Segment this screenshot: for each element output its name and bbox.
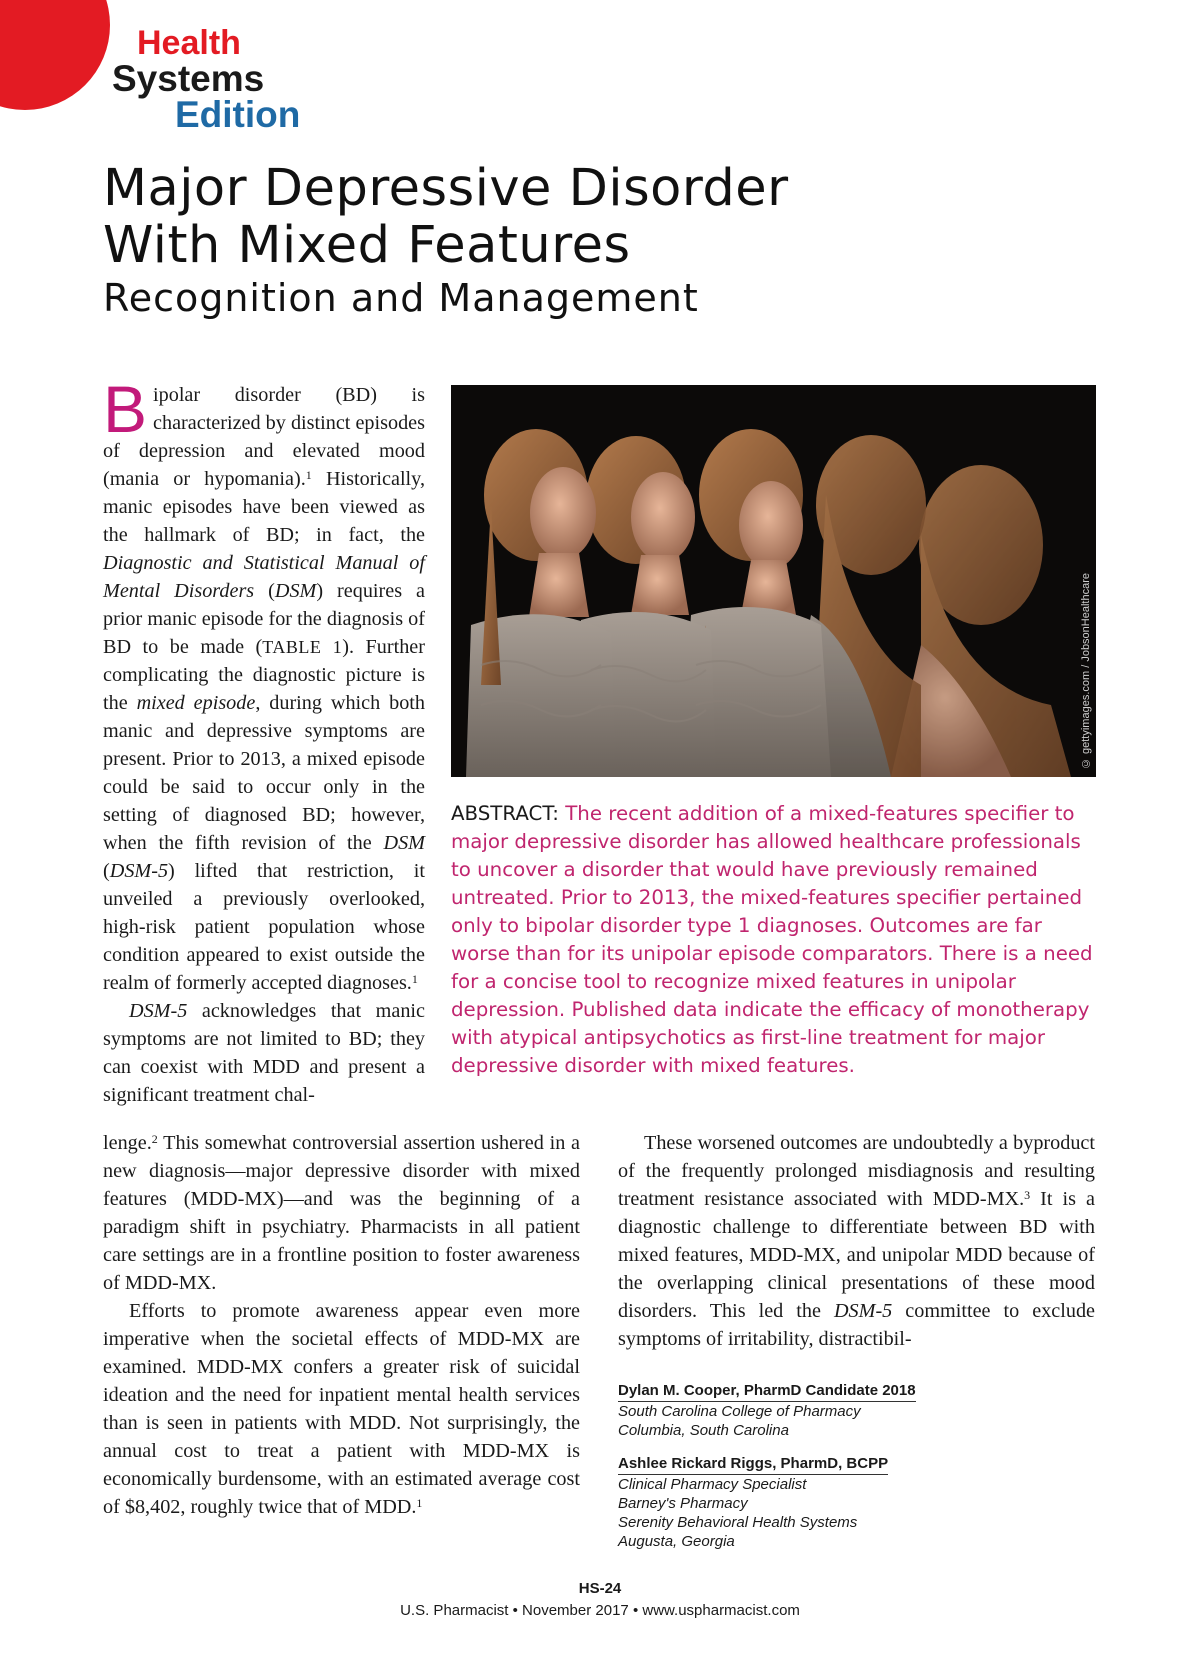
page-number: HS-24: [578, 1580, 622, 1597]
abstract-label: ABSTRACT:: [451, 802, 559, 825]
text: , during which both manic and depressive symptoms are present. Prior to 2013, a mixed episode could be said to occur only in the setting of diagnosed BD; however, when the fifth revision of the: [103, 692, 425, 854]
author-affiliation: Barney's Pharmacy: [618, 1495, 748, 1512]
text-italic: DSM-5: [833, 1300, 893, 1322]
text: ). Further complicating the diagnostic picture is the: [103, 636, 425, 714]
body-column-left-top: [103, 372, 425, 1109]
body-column-right: [618, 1129, 1095, 1353]
author-block: [618, 1381, 916, 1551]
edition-systems: Systems: [112, 58, 265, 99]
paragraph-2-start: [103, 997, 425, 1109]
author-2: [618, 1454, 916, 1551]
text: committee to exclude symptoms of irritability, distractibil-: [618, 1300, 1095, 1350]
paragraph-4: [618, 1129, 1095, 1353]
paragraph-3: [103, 1297, 580, 1521]
author-affiliation: Serenity Behavioral Health Systems: [618, 1514, 858, 1531]
text: (: [103, 860, 110, 882]
author-1: [618, 1381, 916, 1440]
photo-credit: © gettyimages.com / JobsonHealthcare: [1080, 572, 1092, 769]
text-italic: DSM: [383, 832, 425, 854]
text: Efforts to promote awareness appear even more imperative when the societal effects of MDD-MX are examined. MDD-MX confers a greater risk of suicidal ideation and the need for inpatient mental health services than is seen in patients with MDD. Not surprisingly, the annual cost to treat a patient with MDD-MX is economically burdensome, with an estimated average cost of $8,402, roughly twice that of MDD.: [103, 1300, 580, 1518]
body-column-left-bottom: [103, 1129, 580, 1521]
text: These worsened outcomes are undoubtedly a byproduct of the frequently prolonged misdiagnosis and resulting treatment resistance associated with MDD-MX.: [618, 1132, 1095, 1210]
text: This somewhat controversial assertion ushered in a new diagnosis—major depressive disorder with mixed features (MDD-MX)—and was the beginning of a paradigm shift in psychiatry. Pharmacists in all patient care settings are in a frontline position to foster awareness of MDD-MX.: [103, 1132, 580, 1294]
table-reference: TABLE 1: [262, 637, 343, 657]
author-affiliation: Clinical Pharmacy Specialist: [618, 1476, 807, 1493]
edition-red-circle: [0, 0, 110, 110]
author-affiliation: Columbia, South Carolina: [618, 1422, 789, 1439]
text-italic: mixed episode: [136, 692, 256, 714]
citation: 1: [305, 468, 312, 482]
text-italic: DSM-5: [109, 860, 169, 882]
drop-cap: B: [103, 372, 148, 446]
text: It is a diagnostic challenge to differentiate between BD with mixed features, MDD-MX, and unipolar MDD because of the overlapping clinical presentations of these mood disorders. This led the: [618, 1188, 1095, 1322]
text-italic: DSM: [274, 580, 317, 602]
text-italic: Diagnostic and Statistical Manual of Mental Disorders: [103, 552, 425, 602]
article-photo: [451, 385, 1096, 777]
paragraph-1: [103, 372, 425, 997]
paragraph-2-end: [103, 1129, 580, 1297]
author-name: Ashlee Rickard Riggs, PharmD, BCPP: [618, 1454, 888, 1475]
citation: 1: [416, 1496, 423, 1510]
edition-health: Health: [137, 24, 241, 62]
text: ) lifted that restriction, it unveiled a previously overlooked, high-risk patient population whose condition appeared to exist outside the realm of formerly accepted diagnoses.: [103, 860, 425, 994]
text: (: [254, 580, 275, 602]
title-line-1: Major Depressive Disorder: [103, 159, 789, 218]
abstract-text: The recent addition of a mixed-features specifier to major depressive disorder has allowed healthcare professionals to uncover a disorder that would have previously remained untreated. Prior to 2013, the mixed-features specifier pertained only to bipolar disorder type 1 diagnoses. Outcomes are far worse than for its unipolar episode comparators. There is a need for a concise tool to recognize mixed features in unipolar depression. Published data indicate the efficacy of monotherapy with atypical antipsychotics as first-line treatment for major depressive disorder with mixed features.: [451, 802, 1093, 1077]
citation: 3: [1024, 1188, 1031, 1202]
text-italic: DSM-5: [129, 1000, 188, 1022]
photo-illustration: [451, 385, 1096, 777]
article-subtitle: Recognition and Management: [103, 276, 699, 320]
text: ) requires a prior manic episode for the diagnosis of BD to be made (: [103, 580, 425, 658]
abstract: [451, 800, 1096, 1080]
author-affiliation: South Carolina College of Pharmacy: [618, 1403, 861, 1420]
text: lenge.: [103, 1132, 152, 1154]
title-line-2: With Mixed Features: [103, 216, 631, 275]
footer-line: U.S. Pharmacist • November 2017 • www.uspharmacist.com: [400, 1602, 800, 1619]
citation: 2: [151, 1132, 158, 1146]
text: acknowledges that manic symptoms are not limited to BD; they can coexist with MDD and present a significant treatment chal-: [103, 1000, 425, 1106]
article-title: [103, 160, 789, 274]
text: ipolar disorder (BD) is characterized by distinct episodes of depression and elevated mood (mania or hypomania).: [103, 384, 425, 490]
author-affiliation: Augusta, Georgia: [618, 1533, 735, 1550]
text: Historically, manic episodes have been viewed as the hallmark of BD; in fact, the: [103, 468, 425, 546]
author-name: Dylan M. Cooper, PharmD Candidate 2018: [618, 1381, 916, 1402]
citation: 1: [411, 972, 418, 986]
edition-edition: Edition: [175, 94, 301, 135]
